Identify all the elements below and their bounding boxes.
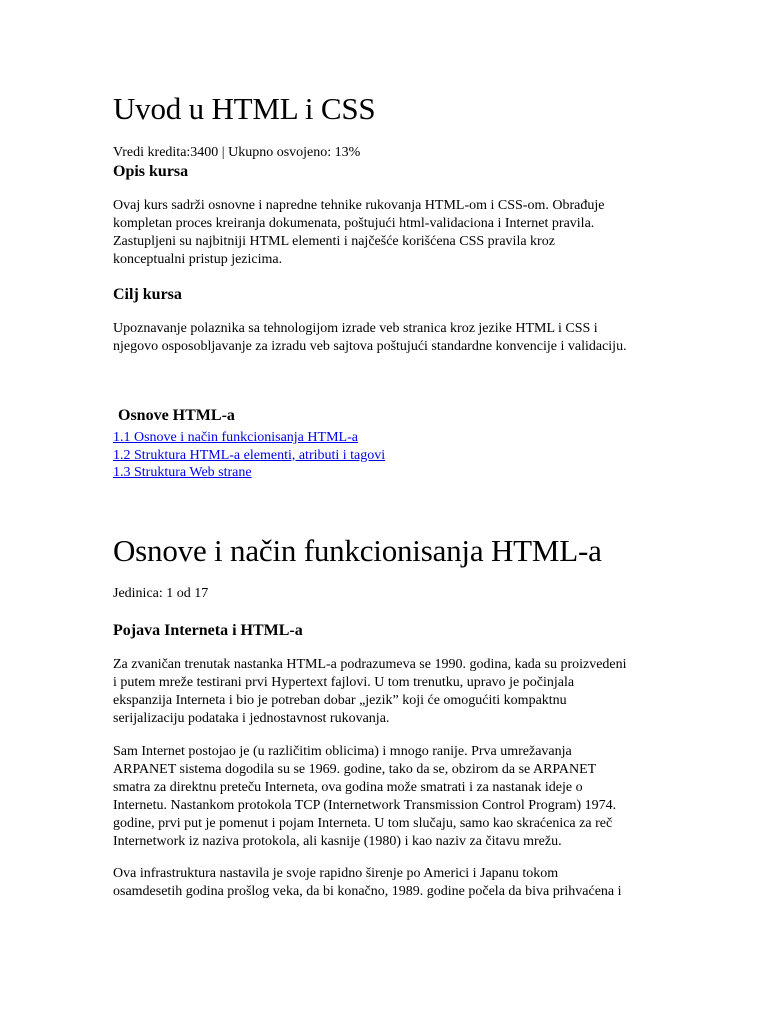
text-line: Ova infrastruktura nastavila je svoje rapidno širenje po Americi i Japanu tokom [113,866,559,881]
text-line: konceptualni pristup jezicima. [113,252,283,267]
text-line: Upoznavanje polaznika sa tehnologijom izrade veb stranica kroz jezike HTML i CSS i [113,321,598,336]
text-line: serijalizaciju podataka i jednostavnost rukovanja. [113,711,390,726]
text-line: Ovaj kurs sadrži osnovne i napredne tehnike rukovanja HTML-om i CSS-om. Obrađuje [113,198,605,213]
text-line: i putem mreže testirani prvi Hypertext fajlovi. U tom trenutku, upravo je počinjala [113,675,575,690]
unit-counter: Jedinica: 1 od 17 [113,586,209,601]
text-line: osamdesetih godina prošlog veka, da bi konačno, 1989. godine počela da biva prihvaćena i [113,884,622,899]
course-goal-heading: Cilj kursa [113,286,182,303]
unit-paragraph-1 [113,656,658,728]
text-line: ekspanzija Interneta i bio je potreban dobar „jezik” koji će omogućiti kompaktnu [113,693,567,708]
text-line: smatra za direktnu preteču Interneta, ova godina može smatrati i za nastanak ideje o [113,780,583,795]
text-line: Sam Internet postojao je (u različitim oblicima) i mnogo ranije. Prva umrežavanja [113,744,572,759]
toc-link-1-2[interactable]: 1.2 Struktura HTML-a elementi, atributi i tagovi [113,447,386,463]
course-title: Uvod u HTML i CSS [113,91,376,126]
unit-paragraph-2 [113,743,658,851]
course-goal [113,320,658,356]
toc-link-1-3[interactable]: 1.3 Struktura Web strane [113,465,252,480]
text-line: njegovo osposobljavanje za izradu veb sajtova poštujući standardne konvencije i validaciju. [113,339,627,354]
table-of-contents [113,429,385,482]
text-line: Internetwork iz naziva protokola, ali kasnije (1980) i kao naziv za čitavu mrežu. [113,834,562,849]
course-description-heading: Opis kursa [113,163,189,180]
text-line: Za zvaničan trenutak nastanka HTML-a podrazumeva se 1990. godina, kada su proizvedeni [113,657,627,672]
section-heading: Osnove HTML-a [118,407,235,424]
unit-title: Osnove i način funkcionisanja HTML-a [113,533,602,568]
text-line: Zastupljeni su najbitniji HTML elementi i najčešće korišćena CSS pravila kroz [113,234,555,249]
text-line: Internetu. Nastankom protokola TCP (Internetwork Transmission Control Program) 1974. [113,798,617,813]
text-line: kompletan proces kreiranja dokumenata, poštujući html-validaciona i Internet pravila. [113,216,595,231]
text-line: ARPANET sistema dogodila su se 1969. godine, tako da se, obzirom da se ARPANET [113,762,597,777]
text-line: godine, prvi put je pomenut i pojam Interneta. U tom slučaju, samo kao skraćenica za reč [113,816,613,831]
toc-link-1-1[interactable]: 1.1 Osnove i način funkcionisanja HTML-a [113,430,358,445]
course-credits: Vredi kredita:3400 | Ukupno osvojeno: 13% [113,145,361,160]
course-description [113,197,658,269]
unit-paragraph-3 [113,865,658,901]
unit-subheading: Pojava Interneta i HTML-a [113,622,303,639]
